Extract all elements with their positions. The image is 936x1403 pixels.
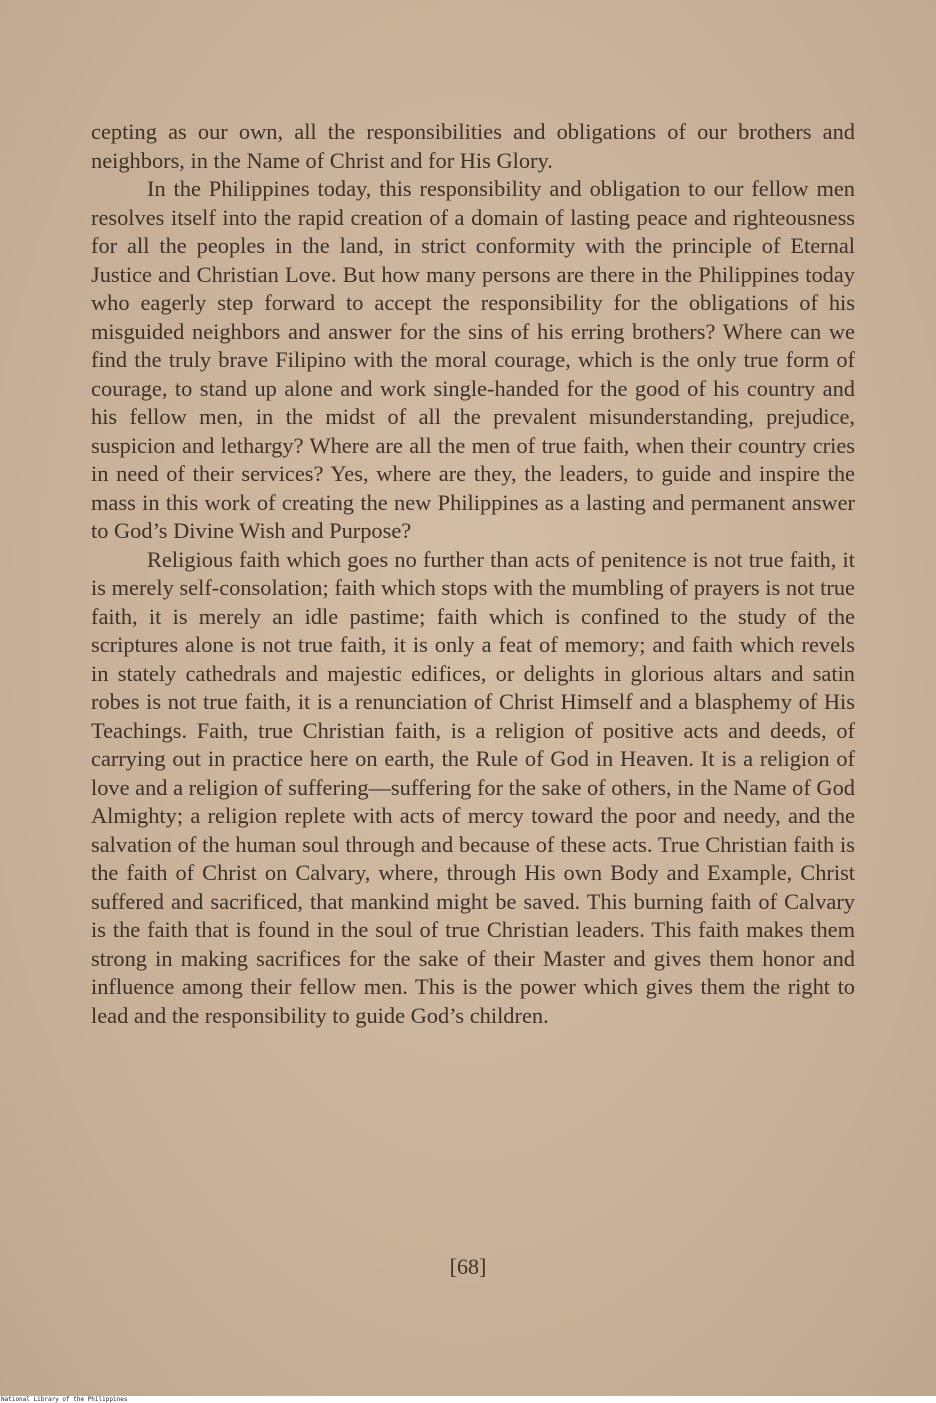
paragraph-continuation: cepting as our own, all the responsibilities and obligations of our brothers and neighbors, in the Name of Christ and for His Glory. [91, 119, 855, 173]
body-text [91, 118, 855, 1030]
footer-credit: National Library of the Philippines [1, 1396, 128, 1403]
paragraph-philippines-responsibility: In the Philippines today, this responsibility and obligation to our fellow men resolves itself into the rapid creation of a domain of lasting peace and righteousness for all the peoples in the land, in strict conformity with the principle of Eternal Justice and Christian Love. But how many persons are there in the Philippines today who eagerly step forward to accept the responsibility for the obligations of his misguided neighbors and answer for the sins of his erring brothers? Where can we find the truly brave Filipino with the moral courage, which is the only true form of courage, to stand up alone and work single-handed for the good of his country and his fellow men, in the midst of all the prevalent misunderstanding, prejudice, suspicion and lethargy? Where are all the men of true faith, when their country cries in need of their services? Yes, where are they, the leaders, to guide and inspire the mass in this work of creating the new Philippines as a lasting and permanent answer to God’s Divine Wish and Purpose? [91, 176, 855, 543]
page-number: [68] [449, 1254, 487, 1279]
paragraph-religious-faith: Religious faith which goes no further than acts of penitence is not true faith, it is merely self-consolation; faith which stops with the mumbling of prayers is not true faith, it is merely an idle pastime; faith which is confined to the study of the scriptures alone is not true faith, it is only a feat of memory; and faith which revels in stately cathedrals and majestic edifices, or delights in glorious altars and satin robes is not true faith, it is a renunciation of Christ Himself and a blasphemy of His Teachings. Faith, true Christian faith, is a religion of positive acts and deeds, of carrying out in practice here on earth, the Rule of God in Heaven. It is a religion of love and a religion of suffering—suffering for the sake of others, in the Name of God Almighty; a religion replete with acts of mercy toward the poor and needy, and the salvation of the human soul through and because of these acts. True Christian faith is the faith of Christ on Calvary, where, through His own Body and Example, Christ suffered and sacrificed, that mankind might be saved. This burning faith of Calvary is the faith that is found in the soul of true Christian leaders. This faith makes them strong in making sacrifices for the sake of their Master and gives them honor and influence among their fellow men. This is the power which gives them the right to lead and the responsibility to guide God’s children. [91, 546, 855, 1028]
footer-bar [0, 1396, 936, 1403]
